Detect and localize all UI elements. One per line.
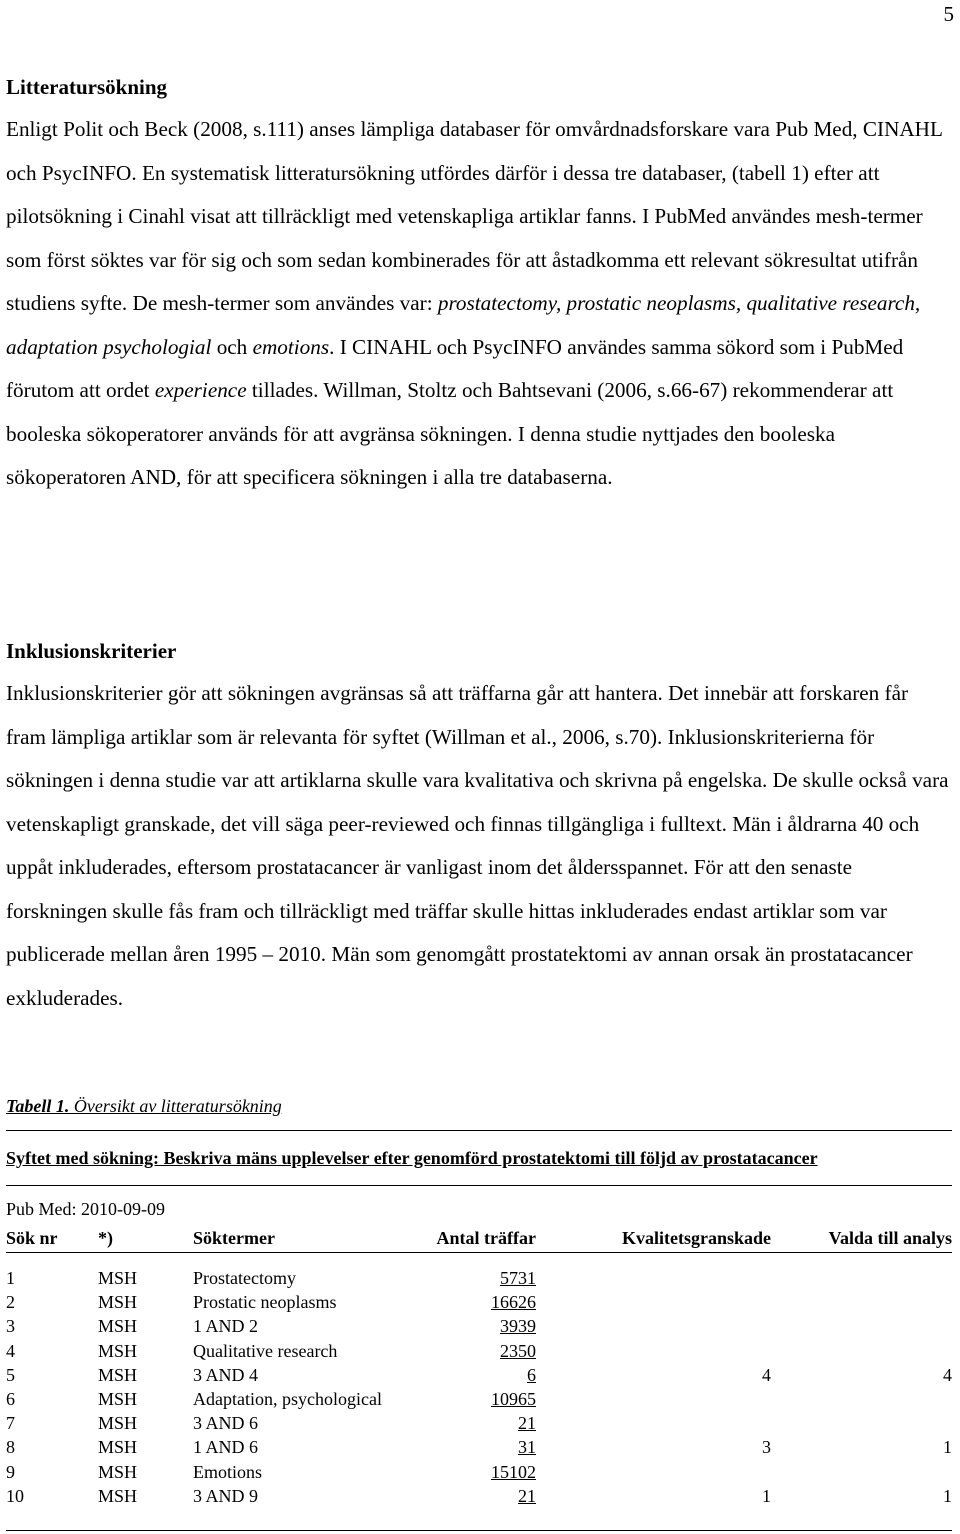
cell-hits: 3939 xyxy=(500,1316,536,1337)
cell-quality xyxy=(536,1339,771,1363)
cell-type: MSH xyxy=(98,1437,138,1458)
term-experience: experience xyxy=(154,378,247,402)
cell-selected xyxy=(771,1266,952,1290)
cell-nr: 5 xyxy=(6,1364,15,1385)
cell-hits: 10965 xyxy=(491,1389,536,1410)
cell-quality: 3 xyxy=(762,1437,771,1458)
mesh-terms: prostatectomy, prostatic neoplasms, qualitative research, adaptation psychologial xyxy=(6,291,921,359)
cell-term: Prostatectomy xyxy=(193,1268,296,1289)
cell-quality xyxy=(536,1266,771,1290)
cell-nr: 4 xyxy=(6,1340,15,1361)
cell-selected: 4 xyxy=(943,1364,952,1385)
search-table xyxy=(6,1224,952,1508)
table-caption-text: Översikt av litteratursökning xyxy=(69,1096,282,1116)
literature-paragraph xyxy=(6,108,952,500)
cell-nr: 10 xyxy=(6,1485,24,1506)
cell-term: 1 AND 6 xyxy=(193,1437,259,1458)
cell-nr: 1 xyxy=(6,1268,15,1289)
cell-selected xyxy=(771,1460,952,1484)
purpose-rule xyxy=(6,1185,952,1186)
cell-hits: 21 xyxy=(518,1413,536,1434)
header-quality-reviewed: Kvalitetsgranskade xyxy=(536,1224,771,1253)
table-row xyxy=(6,1314,952,1338)
cell-term: Emotions xyxy=(193,1461,263,1482)
cell-hits: 15102 xyxy=(491,1461,536,1482)
cell-nr: 7 xyxy=(6,1413,15,1434)
cell-selected xyxy=(771,1387,952,1411)
header-selected: Valda till analys xyxy=(771,1224,952,1253)
cell-quality xyxy=(536,1411,771,1435)
cell-selected xyxy=(771,1314,952,1338)
header-search-nr: Sök nr xyxy=(6,1224,98,1253)
cell-hits: 16626 xyxy=(491,1292,536,1313)
table-row xyxy=(6,1363,952,1387)
table-row xyxy=(6,1387,952,1411)
cell-type: MSH xyxy=(98,1364,138,1385)
table-top-rule xyxy=(6,1130,952,1131)
cell-selected xyxy=(771,1339,952,1363)
cell-type: MSH xyxy=(98,1316,138,1337)
cell-selected: 1 xyxy=(943,1437,952,1458)
literature-text-3: . I CINAHL och PsycINFO användes samma sökord som i PubMed förutom att ordet xyxy=(6,334,904,402)
cell-quality xyxy=(536,1314,771,1338)
cell-term: 3 AND 6 xyxy=(193,1413,259,1434)
cell-term: 3 AND 4 xyxy=(193,1364,259,1385)
cell-term: 3 AND 9 xyxy=(193,1485,259,1506)
cell-nr: 6 xyxy=(6,1389,15,1410)
cell-hits: 5731 xyxy=(500,1268,536,1289)
search-database-date: Pub Med: 2010-09-09 xyxy=(6,1199,165,1219)
cell-type: MSH xyxy=(98,1268,138,1289)
table-header-row xyxy=(6,1224,952,1253)
table-row xyxy=(6,1460,952,1484)
table-row xyxy=(6,1411,952,1435)
cell-quality xyxy=(536,1290,771,1314)
literature-text-1: Enligt Polit och Beck (2008, s.111) anses lämpliga databaser för omvårdnadsforskare vara Pub Med, CINAHL och PsycINFO. En systematisk litteratursökning utfördes därför i dessa tre databaser, (tabell 1) efter att pilotsökning i Cinahl visat att tillräckligt med vetenskapliga artiklar fanns. I PubMed användes mesh-termer som först söktes var för sig och som sedan kombinerades för att åstadkomma ett relevant sökresultat utifrån studiens syfte. De mesh-termer som användes var: xyxy=(6,117,943,315)
cell-nr: 8 xyxy=(6,1437,15,1458)
table-row xyxy=(6,1290,952,1314)
table-caption xyxy=(6,1094,282,1118)
cell-quality xyxy=(536,1460,771,1484)
cell-nr: 3 xyxy=(6,1316,15,1337)
table-row xyxy=(6,1484,952,1508)
cell-type: MSH xyxy=(98,1485,138,1506)
header-type: *) xyxy=(98,1224,193,1253)
table-row xyxy=(6,1339,952,1363)
cell-term: 1 AND 2 xyxy=(193,1316,259,1337)
cell-selected xyxy=(771,1290,952,1314)
cell-hits: 6 xyxy=(527,1364,536,1385)
table-row xyxy=(6,1435,952,1459)
cell-type: MSH xyxy=(98,1389,138,1410)
inclusion-paragraph: Inklusionskriterier gör att sökningen avgränsas så att träffarna går att hantera. Det innebär att forskaren får fram lämpliga artiklar som är relevanta för syftet (Willman et al., 2006, s.70). Inklusionskriterierna för sökningen i denna studie var att artiklarna skulle vara kvalitativa och skrivna på engelska. De skulle också vara vetenskapligt granskade, det vill säga peer-reviewed och finnas tillgängliga i fulltext. Män i åldrarna 40 och uppåt inkluderades, eftersom prostatacancer är vanligast inom det åldersspannet. För att den senaste forskningen skulle fås fram och tillräckligt med träffar skulle hittas inkluderades endast artiklar som var publicerade mellan åren 1995 – 2010. Män som genomgått prostatektomi av annan orsak än prostatacancer exkluderades. xyxy=(6,681,949,1010)
cell-hits: 21 xyxy=(518,1485,536,1506)
literature-text-4: tillades. Willman, Stoltz och Bahtsevani (2006, s.66-67) rekommenderar att booleska sökoperatorer används för att avgränsa sökningen. I denna studie nyttjades den booleska sökoperatoren AND, för att specificera sökningen i alla tre databaserna. xyxy=(6,378,894,489)
cell-nr: 2 xyxy=(6,1292,15,1313)
literature-text-2: och xyxy=(211,334,253,359)
cell-hits: 2350 xyxy=(500,1340,536,1361)
cell-selected: 1 xyxy=(943,1485,952,1506)
search-purpose: Syftet med sökning: Beskriva mäns upplevelser efter genomförd prostatektomi till följd av prostatacancer xyxy=(6,1148,818,1168)
cell-term: Prostatic neoplasms xyxy=(193,1292,337,1313)
page-number: 5 xyxy=(943,2,954,26)
cell-hits: 31 xyxy=(518,1437,536,1458)
cell-type: MSH xyxy=(98,1292,138,1313)
header-search-terms: Söktermer xyxy=(193,1224,421,1253)
header-hits: Antal träffar xyxy=(421,1224,536,1253)
cell-term: Qualitative research xyxy=(193,1340,338,1361)
cell-quality xyxy=(536,1387,771,1411)
cell-quality: 1 xyxy=(762,1485,771,1506)
cell-type: MSH xyxy=(98,1461,138,1482)
mesh-term-emotions: emotions xyxy=(252,334,330,359)
cell-selected xyxy=(771,1411,952,1435)
table-bottom-rule xyxy=(6,1530,952,1531)
table-row xyxy=(6,1266,952,1290)
table-caption-label: Tabell 1. xyxy=(6,1096,70,1116)
cell-type: MSH xyxy=(98,1340,138,1361)
cell-type: MSH xyxy=(98,1413,138,1434)
cell-nr: 9 xyxy=(6,1461,15,1482)
section-heading-literature: Litteratursökning xyxy=(6,75,168,99)
section-heading-inclusion: Inklusionskriterier xyxy=(6,639,177,663)
cell-term: Adaptation, psychological xyxy=(193,1389,382,1410)
cell-quality: 4 xyxy=(762,1364,771,1385)
